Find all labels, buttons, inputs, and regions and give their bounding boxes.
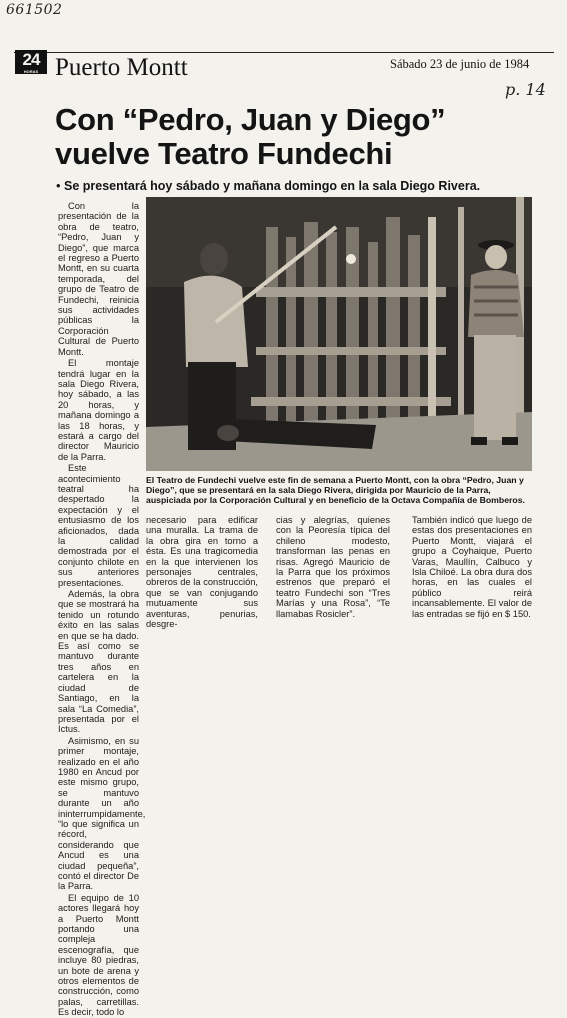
paragraph: También indicó que luego de estas dos presentaciones en Puerto Montt, viajará el grupo a Coyhaique, Puerto Varas, Maullín, Calbuco y Isla Chiloé. La obra dura dos horas, en las cuales el público reirá incansablemente. El valor de las entradas se fijó en $ 150. [412, 515, 532, 619]
page-number-handwritten: p. 14 [505, 80, 546, 99]
article-headline [55, 103, 515, 171]
issue-date: Sábado 23 de junio de 1984 [390, 57, 530, 71]
paragraph: Asimismo, en su primer montaje, realizado en el año 1980 en Ancud por este mismo grupo, se mantuvo durante un año ininterrumpidamente, “lo que significa un récord, considerando que Ancud es una ciudad pequeña”, contó el director De la Parra. [58, 735, 146, 892]
paragraph: Además, la obra que se mostrará ha tenido un rotundo éxito en las salas en que se ha dado. Es así como se mantuvo durante tres años en cartelera en la ciudad de Santiago, en la sala “La Comedia”, presentada por el Ictus. [58, 589, 139, 735]
paragraph: El montaje tendrá lugar en la sala Diego Rivera, hoy sábado, a las 20 horas, y mañana domingo a las 18 horas, y estará a cargo del director Mauricio de la Parra. [58, 358, 139, 462]
article-column-1 [58, 201, 146, 1018]
paragraph: cias y alegrías, quienes con la Peoresía típica del chileno modesto, transforman las penas en risas. Agregó Mauricio de la Parra que los próximos estrenos que preparó el teatro Fundechi son “Tres Marías y una Rosa”, “Te llamabas Rosicler”. [276, 515, 390, 619]
section-title: Puerto Montt [55, 54, 188, 81]
archive-number-handwritten: 661502 [6, 2, 63, 18]
logo-number: 24 [22, 50, 40, 69]
headline-line-1: Con “Pedro, Juan y Diego” [55, 102, 446, 137]
headline-line-2: vuelve Teatro Fundechi [55, 136, 393, 171]
paragraph: Este acontecimiento teatral ha despertado la expectación y el entusiasmo de los aficionados, dada la calidad demostrada por el conjunto chilote en sus anteriores presentaciones. [58, 463, 139, 588]
article-column-3 [276, 515, 390, 619]
newspaper-logo [15, 50, 47, 74]
photo-caption: El Teatro de Fundechi vuelve este fin de semana a Puerto Montt, con la obra “Pedro, Juan y Diego”, que se presentará en la sala Diego Rivera, dirigida por Mauricio de la Parra, auspiciada por la Corporación Cultural y en beneficio de la Octava Compañía de Bomberos. [146, 475, 525, 505]
paragraph: El equipo de 10 actores llegará hoy a Puerto Montt portando una compleja escenografía, que incluye 80 piedras, un bote de arena y otros elementos de construcción, como palas, carretillas. Es decir, todo lo [58, 892, 139, 1018]
paragraph: Con la presentación de la obra de teatro, “Pedro, Juan y Diego”, que marca el regreso a Puerto Montt, en su cuarta temporada, del grupo de Teatro de Fundechi, reinicia sus actividades públicas la Corporación Cultural de Puerto Montt. [58, 201, 139, 357]
article-column-2 [146, 515, 258, 630]
subhead-bullet-icon: • [56, 178, 61, 193]
paragraph: necesario para edificar una muralla. La trama de la obra gira en torno a ésta. Es una tragicomedia en la que intervienen los personajes centrales, obreros de la construcción, que se van conjugando mutuamente sus aventuras, penurias, desgre- [146, 515, 258, 630]
stage-photo [146, 197, 532, 471]
header-rule [14, 52, 554, 53]
article-column-4 [412, 515, 532, 619]
logo-word: HORAS [23, 69, 39, 74]
article-subhead: Se presentará hoy sábado y mañana domingo en la sala Diego Rivera. [64, 179, 481, 193]
stage-photo-illustration [146, 197, 532, 471]
